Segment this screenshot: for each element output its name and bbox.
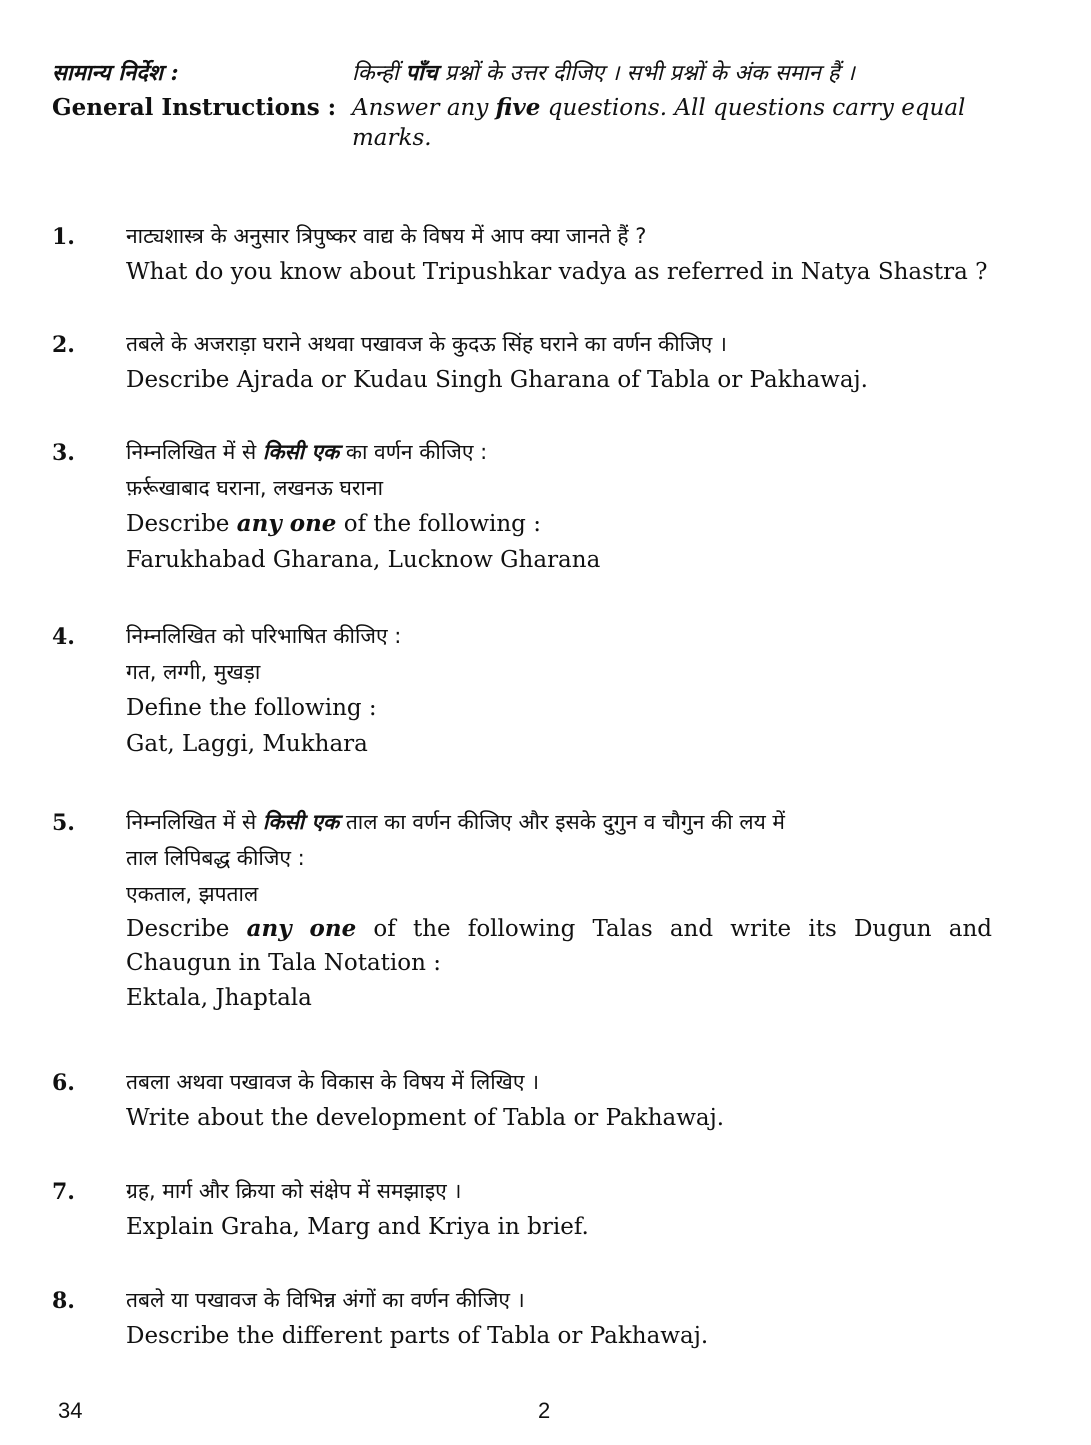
question-4 bbox=[52, 618, 992, 762]
question-english: What do you know about Tripushkar vadya as referred in Natya Shastra ? bbox=[126, 259, 988, 285]
question-number: 7. bbox=[52, 1179, 75, 1205]
question-english: Explain Graha, Marg and Kriya in brief. bbox=[126, 1214, 589, 1240]
question-english: Describe any one of the following : bbox=[126, 510, 541, 537]
question-hindi: निम्नलिखित में से किसी एक का वर्णन कीजिए : bbox=[126, 440, 488, 464]
question-number: 5. bbox=[52, 810, 75, 836]
instructions-hindi bbox=[52, 58, 992, 89]
question-number: 4. bbox=[52, 624, 75, 650]
question-number: 8. bbox=[52, 1288, 75, 1314]
question-english: Describe the different parts of Tabla or Pakhawaj. bbox=[126, 1323, 709, 1349]
question-hindi: तबले या पखावज के विभिन्न अंगों का वर्णन कीजिए । bbox=[126, 1288, 525, 1312]
subject-code: 34 bbox=[58, 1398, 83, 1423]
question-number: 1. bbox=[52, 224, 75, 250]
question-hindi: निम्नलिखित को परिभाषित कीजिए : bbox=[126, 624, 402, 648]
question-6 bbox=[52, 1064, 992, 1136]
question-english: Define the following : bbox=[126, 695, 377, 721]
question-hindi: नाट्यशास्त्र के अनुसार त्रिपुष्कर वाद्य के विषय में आप क्या जानते हैं ? bbox=[126, 224, 647, 248]
question-english: Describe any one of the following Talas and write its Dugun and Chaugun in Tala Notation : bbox=[126, 915, 992, 976]
question-8 bbox=[52, 1282, 992, 1354]
question-hindi: ग्रह, मार्ग और क्रिया को संक्षेप में समझाइए । bbox=[126, 1179, 462, 1203]
question-english: Describe Ajrada or Kudau Singh Gharana of Tabla or Pakhawaj. bbox=[126, 367, 868, 393]
question-1 bbox=[52, 218, 992, 290]
instructions-hindi-label: सामान्य निर्देश : bbox=[52, 60, 179, 86]
instructions-english-label: General Instructions : bbox=[52, 94, 337, 121]
question-hindi: तबले के अजराड़ा घराने अथवा पखावज के कुदऊ सिंह घराने का वर्णन कीजिए । bbox=[126, 332, 727, 356]
question-5 bbox=[52, 804, 992, 1016]
question-hindi-options: फ़र्रूखाबाद घराना, लखनऊ घराना bbox=[126, 476, 384, 500]
page-number: 2 bbox=[538, 1398, 551, 1423]
question-7 bbox=[52, 1173, 992, 1245]
question-english-options: Ektala, Jhaptala bbox=[126, 985, 312, 1011]
question-hindi-options: गत, लग्गी, मुखड़ा bbox=[126, 660, 261, 684]
instructions-english-text: Answer any five questions. All questions carry equal marks. bbox=[352, 94, 966, 151]
question-number: 3. bbox=[52, 440, 75, 466]
question-english-options: Farukhabad Gharana, Lucknow Gharana bbox=[126, 547, 601, 573]
question-hindi-options: एकताल, झपताल bbox=[126, 882, 259, 906]
question-number: 2. bbox=[52, 332, 75, 358]
question-number: 6. bbox=[52, 1070, 75, 1096]
question-hindi: तबला अथवा पखावज के विकास के विषय में लिखिए । bbox=[126, 1070, 540, 1094]
question-hindi: निम्नलिखित में से किसी एक ताल का वर्णन कीजिए और इसके दुगुन व चौगुन की लय में bbox=[126, 810, 785, 834]
general-instructions bbox=[52, 58, 992, 153]
question-english: Write about the development of Tabla or Pakhawaj. bbox=[126, 1105, 725, 1131]
question-2 bbox=[52, 326, 992, 398]
question-english-options: Gat, Laggi, Mukhara bbox=[126, 731, 368, 757]
question-hindi-line2: ताल लिपिबद्ध कीजिए : bbox=[126, 846, 305, 870]
instructions-hindi-text: किन्हीं पाँच प्रश्नों के उत्तर दीजिए । सभी प्रश्नों के अंक समान हैं । bbox=[352, 60, 855, 86]
question-3 bbox=[52, 434, 992, 578]
instructions-english bbox=[52, 93, 992, 153]
